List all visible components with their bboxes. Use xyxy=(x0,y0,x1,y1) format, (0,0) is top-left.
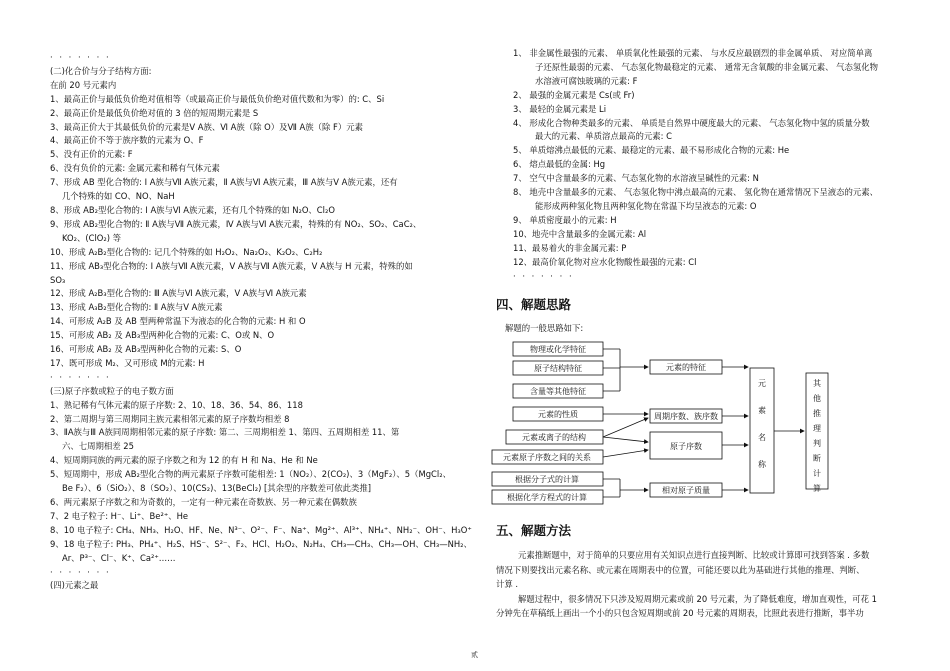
left-line: 1、熟记稀有气体元素的原子序数: 2、10、18、36、54、86、118 xyxy=(50,399,303,410)
diagram-center-box-char: 名 xyxy=(758,433,766,442)
left-line: 17、既可形成 M₂、又可形成 M的元素: H xyxy=(50,357,205,368)
right-line: 6、 熔点最低的金属: Hg xyxy=(513,159,606,170)
left-line: 9、18 电子粒子: PH₃、PH₄⁺、H₂S、HS⁻、S²⁻、F₂、HCl、H₂O₂、N₂H₄、CH₃—CH₃、CH₃—OH、CH₃—NH₂、 xyxy=(50,538,472,549)
right-line: 1、 非金属性最强的元素、 单质氧化性最强的元素、 与水反应最剧烈的非金属单质、 对应简单离 xyxy=(513,48,873,58)
diagram-left-box-label: 根据化学方程式的计算 xyxy=(507,493,587,502)
left-line: 5、没有正价的元素: F xyxy=(50,149,133,160)
right-line: 3、 最轻的金属元素是 Li xyxy=(513,103,607,114)
left-line: 3、ⅡA族与Ⅲ A族同周期相邻元素的原子序数: 第二、三周期相差 1、第四、五周期相差 11、第 xyxy=(50,427,400,438)
left-line: 在前 20 号元素内 xyxy=(50,79,117,90)
left-line: (三)原子序数或粒子的电子数方面 xyxy=(50,385,174,396)
right-line: · · · · · · · xyxy=(513,270,574,281)
diagram-right-box-char: 计 xyxy=(813,469,821,478)
para2-line1: 解题过程中，很多情况下只涉及短周期元素或前 20 号元素，为了降低难度，增加直观性，可花 1 xyxy=(518,593,877,604)
diagram-left-box-label: 元素或离子的结构 xyxy=(522,433,586,442)
right-line: 能形成两种氢化物且两种氢化物在常温下均呈液态的元素: O xyxy=(535,200,757,211)
left-line: Be F₂）、6（SiO₂）、8（SO₂）、10(CS₂)、13(BeCl₂) [其余型的序数差可依此类推] xyxy=(62,483,372,494)
right-line: 9、 单质密度最小的元素: H xyxy=(513,214,617,225)
left-line: 9、形成 AB₂型化合物的: Ⅱ A族与Ⅶ A族元素，Ⅳ A族与Ⅵ A族元素，特殊的有 NO₂、SO₂、CaC₂、 xyxy=(50,218,422,229)
left-line: 2、第二周期与第三周期同主族元素相邻元素的原子序数均相差 8 xyxy=(50,413,290,424)
right-line: 7、 空气中含量最多的元素、气态氢化物的水溶液呈碱性的元素: N xyxy=(513,173,759,184)
left-line: · · · · · · · xyxy=(50,371,111,382)
right-line: 10、地壳中含量最多的金属元素: Al xyxy=(513,228,647,239)
section-4-intro: 解题的一般思路如下: xyxy=(505,323,584,333)
left-line: (二)化合价与分子结构方面: xyxy=(50,65,152,76)
diagram-left-box-label: 原子结构特征 xyxy=(534,364,582,373)
left-line: Ar、P³⁻、Cl⁻、K⁺、Ca²⁺…… xyxy=(62,552,176,563)
left-line: 12、形成 A₂B₃型化合物的: Ⅲ A族与Ⅵ A族元素，Ⅴ A族与Ⅵ A族元素 xyxy=(50,288,307,299)
diagram-right-box-char: 他 xyxy=(813,394,821,403)
para1-line1: 元素推断题中，对于简单的只要应用有关知识点进行直接判断、比较或计算即可找到答案 . 多数 xyxy=(518,550,870,560)
para1-line2: 情况下则要找出元素名称、或元素在周期表中的位置，可能还要以此为基础进行其他的推理、判断、 xyxy=(496,564,865,575)
left-line: 8、10 电子粒子: CH₄、NH₃、H₂O、HF、Ne、N³⁻、O²⁻、F⁻、Na⁺、Mg²⁺、Al³⁺、NH₄⁺、NH₂⁻、OH⁻、H₃O⁺ xyxy=(50,524,472,535)
left-line: 14、可形成 A₂B 及 AB 型两种常温下为液态的化合物的元素: H 和 O xyxy=(50,316,306,327)
diagram-right-box-char: 其 xyxy=(813,379,821,388)
right-line: 4、 形成化合物种类最多的元素、 单质是自然界中硬度最大的元素、 气态氢化物中氢的质量分数 xyxy=(513,117,870,128)
diagram-mid-box-label: 周期序数、族序数 xyxy=(654,412,718,421)
left-line: 六、七周期相差 25 xyxy=(62,441,134,452)
diagram-left-box-label: 物理或化学特征 xyxy=(530,345,586,354)
diagram-right-box-char: 断 xyxy=(813,454,821,463)
diagram-right-box-char: 判 xyxy=(813,439,821,448)
right-line: 2、 最强的金属元素是 Cs(或 Fr) xyxy=(513,89,635,100)
left-line: 8、形成 AB₂型化合物的: Ⅰ A族与Ⅵ A族元素，还有几个特殊的如 N₂O、Cl₂O xyxy=(50,204,335,215)
left-line: 7、形成 AB 型化合物的: Ⅰ A族与Ⅶ A族元素，Ⅱ A族与Ⅵ A族元素，Ⅲ A族与Ⅴ A族元素，还有 xyxy=(50,177,398,188)
diagram-left-box-label: 含量等其他特征 xyxy=(530,387,586,396)
diagram-center-box-char: 素 xyxy=(758,406,766,415)
right-line: 5、 单质熔沸点最低的元素、最稳定的元素、最不易形成化合物的元素: He xyxy=(513,145,790,156)
diagram-center-box-char: 称 xyxy=(758,460,766,469)
left-line: 6、没有负价的元素: 金属元素和稀有气体元素 xyxy=(50,163,220,174)
left-line: 13、形成 A₃B₂型化合物的: Ⅱ A族与Ⅴ A族元素 xyxy=(50,302,223,313)
left-line: KO₂、(ClO₂) 等 xyxy=(62,232,122,243)
section-5-title: 五、解题方法 xyxy=(496,523,572,538)
diagram-left-box-label: 根据分子式的计算 xyxy=(515,475,579,484)
left-line: 5、短周期中，形成 AB₂型化合物的两元素原子序数可能相差: 1（NO₂）、2(CO₂)、3（MgF₂）、5（MgCl₂、 xyxy=(50,469,451,480)
left-line: 4、最高正价不等于族序数的元素为 O、F xyxy=(50,135,204,146)
left-line: · · · · · · · xyxy=(50,52,111,62)
para2-line2: 分钟先在草稿纸上画出一个小的只包含短周期或前 20 号元素的周期表，比照此表进行推断，事半功 xyxy=(496,608,864,618)
left-line: 6、两元素原子序数之和为奇数的，一定有一种元素在奇数族、另一种元素在偶数族 xyxy=(50,497,357,507)
page-number: 贰 xyxy=(471,651,478,659)
diagram-left-box-label: 元素原子序数之间的关系 xyxy=(503,453,591,462)
section-4-title: 四、解题思路 xyxy=(496,297,572,312)
diagram-mid-box-label: 原子序数 xyxy=(670,442,702,451)
solution-flow-diagram xyxy=(488,336,868,518)
left-line: 几个特殊的如 CO、NO、NaH xyxy=(62,191,175,202)
para1-line3: 计算 . xyxy=(496,579,519,589)
diagram-mid-box-label: 相对原子质量 xyxy=(662,486,710,495)
diagram-mid-box-label: 元素的特征 xyxy=(666,363,706,372)
diagram-right-box-char: 理 xyxy=(813,424,821,433)
section-5-body xyxy=(496,548,901,621)
diagram-right-box-char: 算 xyxy=(813,484,821,493)
left-line: 3、最高正价大于其最低负价的元素是Ⅴ A族、Ⅵ A族（除 O）及Ⅶ A族（除 F）元素 xyxy=(50,121,363,132)
diagram-center-box-char: 元 xyxy=(758,379,766,388)
right-line: 水溶液可腐蚀玻璃的元素: F xyxy=(535,75,638,86)
right-line: 11、最易着火的非金属元素: P xyxy=(513,242,627,253)
left-line: SO₃ xyxy=(50,274,66,285)
left-line: 15、可形成 AB₂ 及 AB₃型两种化合物的元素: C、O或 N、O xyxy=(50,330,275,341)
right-line: 8、 地壳中含量最多的元素、 气态氢化物中沸点最高的元素、 氢化物在通常情况下呈液态的元素、 xyxy=(513,187,879,198)
left-line: 16、可形成 AB₂ 及 AB₃型两种化合物的元素: S、O xyxy=(50,344,242,355)
right-line: 12、最高价氧化物对应水化物酸性最强的元素: Cl xyxy=(513,256,697,267)
left-line: 11、形成 AB₃型化合物的: Ⅰ A族与Ⅶ A族元素，Ⅴ A族与Ⅶ A族元素，Ⅴ A族与 H 元素，特殊的如 xyxy=(50,260,413,271)
left-column xyxy=(50,51,472,593)
right-line: 子还原性最弱的元素、 气态氢化物最稳定的元素、 通常无含氧酸的非金属元素、 气态氢化物 xyxy=(535,61,878,72)
diagram-left-box-label: 元素的性质 xyxy=(538,410,578,419)
right-line: 最大的元素、单质溶点最高的元素: C xyxy=(535,131,672,142)
left-line: · · · · · · · xyxy=(50,566,111,577)
left-line: 7、2 电子粒子: H⁻、Li⁺、Be²⁺、He xyxy=(50,510,189,521)
left-line: (四)元素之最 xyxy=(50,580,99,591)
left-line: 2、最高正价是最低负价绝对值的 3 倍的短周期元素是 S xyxy=(50,107,259,118)
left-line: 10、形成 A₂B₂型化合物的: 记几个特殊的如 H₂O₂、Na₂O₂、K₂O₂、C₂H₂ xyxy=(50,246,323,257)
diagram-right-box-char: 推 xyxy=(813,409,821,418)
left-line: 4、短周期同族的两元素的原子序数之和为 12 的有 H 和 Na、He 和 Ne xyxy=(50,455,318,466)
right-column xyxy=(513,47,923,283)
left-line: 1、最高正价与最低负价绝对值相等（或最高正价与最低负价绝对值代数和为零）的: C、Si xyxy=(50,93,385,104)
